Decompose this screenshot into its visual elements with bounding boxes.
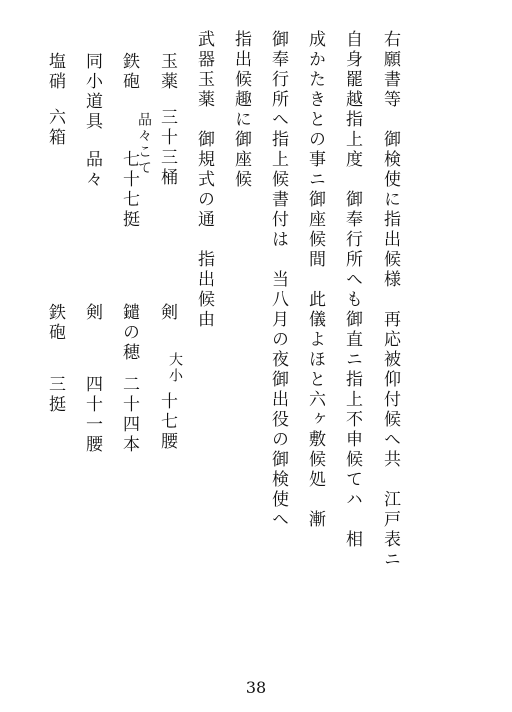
item-quantity: 二十四本: [119, 375, 139, 455]
text-column-6: 武器玉薬 御規式の通 指出候由: [194, 30, 214, 330]
item-name: 鉄砲: [45, 303, 65, 343]
item-name: 塩硝: [45, 52, 65, 92]
item-quantity: 六箱: [45, 108, 65, 148]
page-number: 38: [245, 678, 267, 697]
text-column-5: 指出候趣に御座候: [231, 30, 251, 190]
item-note: 品々こて: [136, 112, 152, 176]
item-name: 剣: [82, 303, 102, 323]
item-name: 玉薬: [157, 52, 177, 92]
text-column-3: 成かたきとの事ニ御座候間 此儀よほと六ヶ敷候処 漸: [305, 30, 325, 530]
item-quantity: 十七腰: [157, 392, 177, 452]
item-quantity: 品々: [82, 150, 102, 190]
text-column-4: 御奉行所へ指上候書付は 当八月の夜御出役の御検使へ: [268, 30, 288, 530]
item-name: 鑓の穂: [119, 303, 139, 363]
item-name: 同小道具: [82, 52, 102, 132]
item-quantity: 三挺: [45, 375, 65, 415]
item-name: 剣: [157, 303, 177, 323]
text-column-1: 右願書等 御検使に指出候様 再応被仰付候へ共 江戸表ニ: [380, 30, 400, 570]
item-quantity: 七十七挺: [119, 150, 139, 230]
item-name: 鉄砲: [119, 52, 139, 92]
item-quantity: 三十三桶: [157, 108, 177, 188]
text-column-2: 自身罷越指上度 御奉行所へも御直ニ指上不申候てハ 相: [342, 30, 362, 550]
item-quantity: 四十一腰: [82, 375, 102, 455]
item-note: 大小: [167, 352, 183, 384]
